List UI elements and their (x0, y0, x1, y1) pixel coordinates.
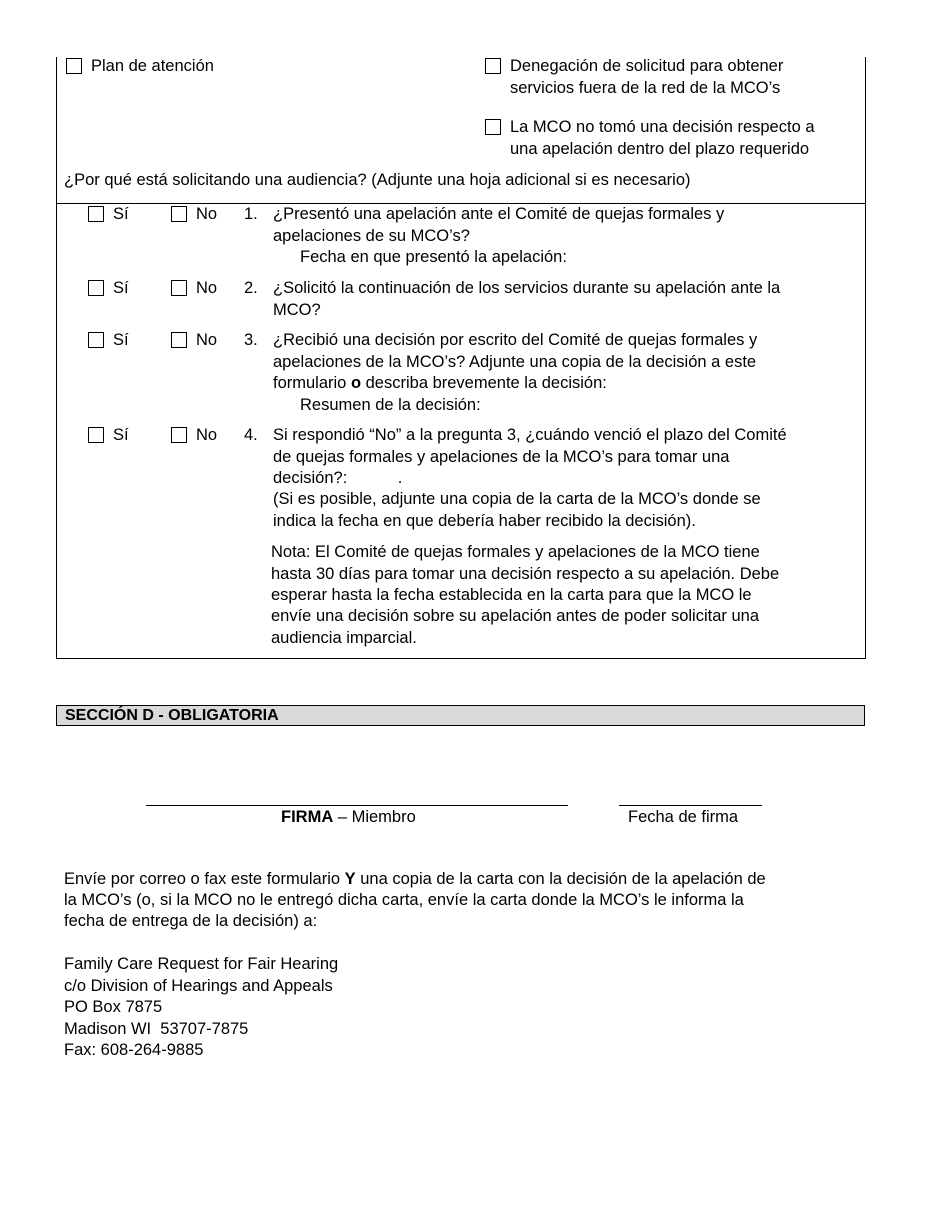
note-line2: hasta 30 días para tomar una decisión respecto a su apelación. Debe (271, 565, 780, 583)
mail-bold: Y (344, 870, 356, 888)
q2-no-checkbox[interactable] (171, 280, 187, 296)
signature-label-rest: – Miembro (333, 808, 416, 826)
q3-text-line3 (273, 373, 607, 395)
q3-number: 3. (244, 331, 258, 349)
q1-date-label: Fecha en que presentó la apelación: (300, 248, 567, 266)
address-line3: PO Box 7875 (64, 998, 163, 1016)
q3-line3-post: describa brevemente la decisión: (361, 374, 607, 392)
signature-line[interactable] (146, 805, 568, 806)
q3-no-checkbox[interactable] (171, 332, 187, 348)
note-line5: audiencia imparcial. (271, 629, 417, 647)
q3-no-label: No (196, 331, 218, 349)
q1-yes-checkbox[interactable] (88, 206, 104, 222)
table-bottom-border (56, 658, 866, 659)
note-line4: envíe una decisión sobre su apelación antes de poder solicitar una (271, 607, 759, 625)
mail-pre: Envíe por correo o fax este formulario (64, 870, 345, 888)
q4-no-checkbox[interactable] (171, 427, 187, 443)
table-left-border (56, 57, 57, 658)
q4-text-line3: decisión?: . (273, 469, 403, 487)
q4-yes-label: Sí (113, 426, 129, 444)
signature-date-label: Fecha de firma (628, 808, 739, 826)
q2-yes-label: Sí (113, 279, 129, 297)
q4-number: 4. (244, 426, 258, 444)
q4-text-line5: indica la fecha en que debería haber recibido la decisión). (273, 512, 696, 530)
q3-summary-label: Resumen de la decisión: (300, 396, 481, 414)
q4-text-line2: de quejas formales y apelaciones de la MCO’s para tomar una (273, 448, 730, 466)
section-d-title: SECCIÓN D - OBLIGATORIA (65, 707, 279, 724)
mail-instructions-line3: fecha de entrega de la decisión) a: (64, 912, 318, 930)
q1-yes-label: Sí (113, 205, 129, 223)
denegacion-checkbox[interactable] (485, 58, 501, 74)
q2-number: 2. (244, 279, 258, 297)
mco-no-decision-label-line1: La MCO no tomó una decisión respecto a (510, 118, 815, 136)
plan-de-atencion-label: Plan de atención (91, 57, 214, 75)
plan-de-atencion-checkbox[interactable] (66, 58, 82, 74)
mail-post: una copia de la carta con la decisión de la apelación de (355, 870, 766, 888)
address-line5: Fax: 608-264-9885 (64, 1041, 204, 1059)
reason-prompt: ¿Por qué está solicitando una audiencia? (Adjunte una hoja adicional si es necesario) (64, 171, 691, 189)
q4-no-label: No (196, 426, 218, 444)
mco-no-decision-label-line2: una apelación dentro del plazo requerido (510, 140, 810, 158)
q1-text-line2: apelaciones de su MCO’s? (273, 227, 470, 245)
section-d-header (56, 705, 865, 726)
q1-no-label: No (196, 205, 218, 223)
q2-yes-checkbox[interactable] (88, 280, 104, 296)
note-line3: esperar hasta la fecha establecida en la carta para que la MCO le (271, 586, 752, 604)
q1-no-checkbox[interactable] (171, 206, 187, 222)
denegacion-label-line1: Denegación de solicitud para obtener (510, 57, 784, 75)
q1-text-line1: ¿Presentó una apelación ante el Comité de quejas formales y (273, 205, 725, 223)
q3-line3-bold: o (350, 374, 362, 392)
mail-instructions-line1 (64, 869, 766, 891)
denegacion-label-line2: servicios fuera de la red de la MCO’s (510, 79, 781, 97)
q3-text-line2: apelaciones de la MCO’s? Adjunte una copia de la decisión a este (273, 353, 757, 371)
q3-yes-label: Sí (113, 331, 129, 349)
q3-line3-pre: formulario (273, 374, 351, 392)
mco-no-decision-checkbox[interactable] (485, 119, 501, 135)
q2-text-line1: ¿Solicitó la continuación de los servicios durante su apelación ante la (273, 279, 781, 297)
q4-yes-checkbox[interactable] (88, 427, 104, 443)
signature-label-bold: FIRMA (281, 808, 334, 826)
q2-no-label: No (196, 279, 218, 297)
address-line2: c/o Division of Hearings and Appeals (64, 977, 333, 995)
note-line1: Nota: El Comité de quejas formales y apelaciones de la MCO tiene (271, 543, 760, 561)
q3-yes-checkbox[interactable] (88, 332, 104, 348)
mail-instructions-line2: la MCO’s (o, si la MCO no le entregó dicha carta, envíe la carta donde la MCO’s le informa la (64, 891, 744, 909)
address-line1: Family Care Request for Fair Hearing (64, 955, 339, 973)
q4-text-line1: Si respondió “No” a la pregunta 3, ¿cuándo venció el plazo del Comité (273, 426, 787, 444)
signature-date-line[interactable] (619, 805, 762, 806)
q1-number: 1. (244, 205, 258, 223)
q2-text-line2: MCO? (273, 301, 321, 319)
q4-text-line4: (Si es posible, adjunte una copia de la carta de la MCO’s donde se (273, 490, 761, 508)
address-line4: Madison WI 53707-7875 (64, 1020, 249, 1038)
signature-label (281, 807, 416, 829)
table-right-border (865, 57, 866, 658)
q3-text-line1: ¿Recibió una decisión por escrito del Comité de quejas formales y (273, 331, 758, 349)
